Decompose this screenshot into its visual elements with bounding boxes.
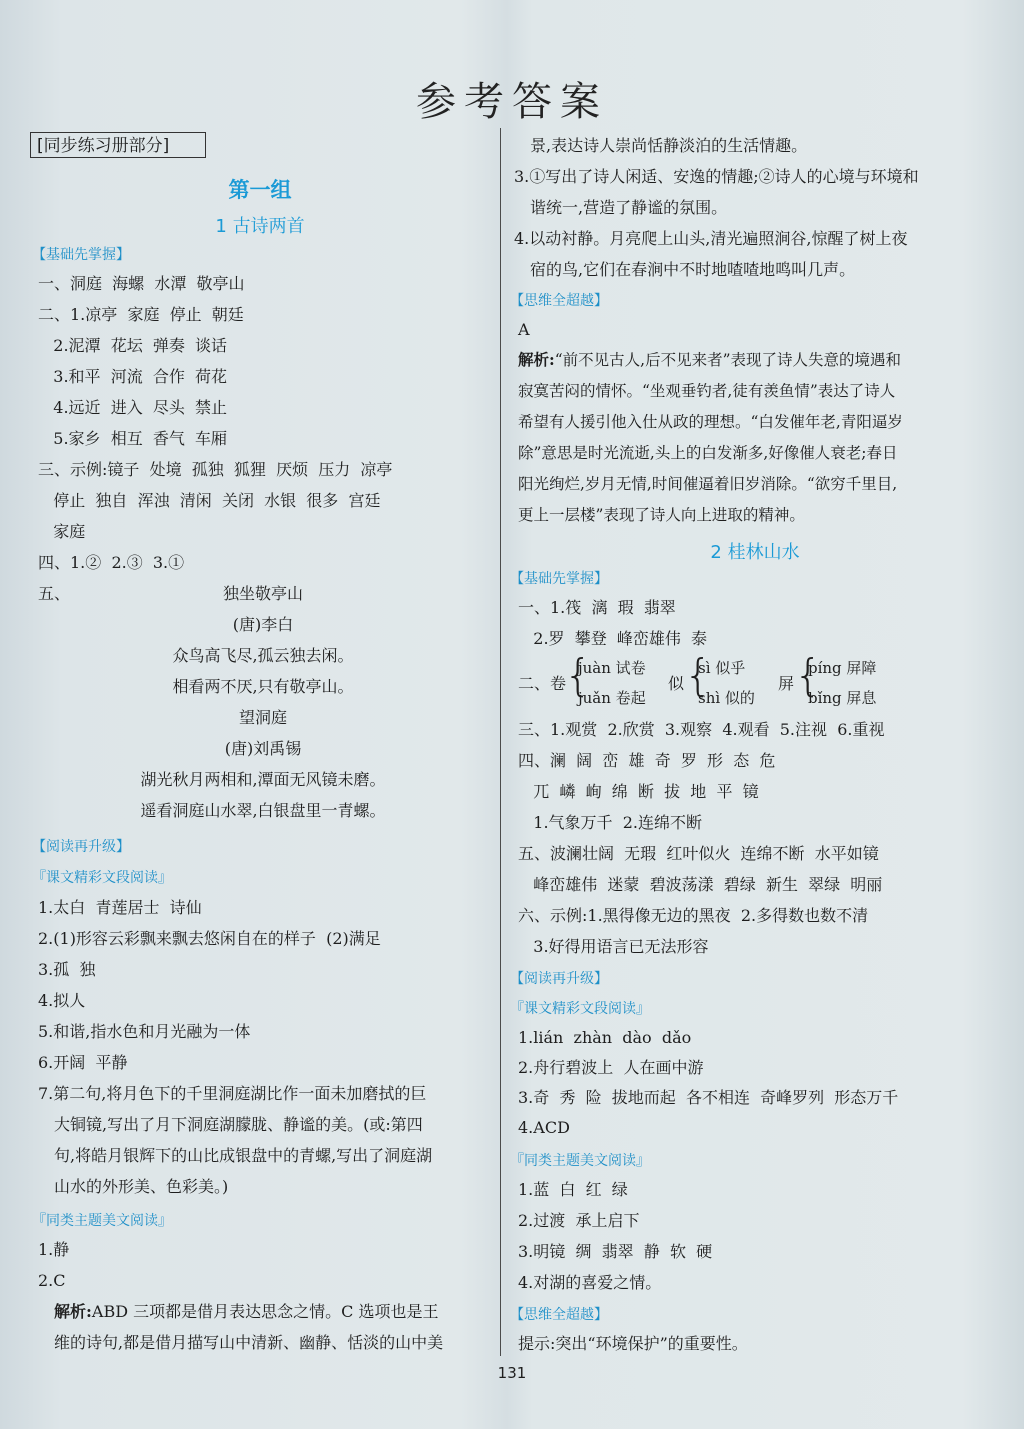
brace-icon: { <box>794 650 822 701</box>
tag-think: 【思维全超越】 <box>510 293 608 309</box>
answer-line: 二、卷 <box>518 674 567 693</box>
answer-line: 7.第二句,将月色下的千里洞庭湖比作一面未加磨拭的巨 <box>38 1084 427 1103</box>
poem-line: 湖光秋月两相和,潭面无风镜未磨。 <box>140 770 386 789</box>
answer-line: 三、1.观赏 2.欣赏 3.观察 4.观看 5.注视 6.重视 <box>518 720 885 739</box>
pinyin-word: bǐng 屏息 <box>808 689 877 707</box>
answer-line: 3.和平 河流 合作 荷花 <box>38 367 228 386</box>
answer-line: 2.罗 攀登 峰峦雄伟 泰 <box>518 629 708 648</box>
answer-line: 谐统一,营造了静谧的氛围。 <box>530 198 728 217</box>
answer-line: 3.奇 秀 险 拔地而起 各不相连 奇峰罗列 形态万千 <box>518 1088 899 1107</box>
tag-read-text: 『课文精彩文段阅读』 <box>32 870 172 886</box>
answer-line: 1.蓝 白 红 绿 <box>518 1180 628 1199</box>
poem-title: 望洞庭 <box>238 708 287 727</box>
poem-author: (唐)李白 <box>232 615 294 634</box>
answer-line: 5.和谐,指水色和月光融为一体 <box>38 1022 251 1041</box>
answer-line: 3.①写出了诗人闲适、安逸的情趣;②诗人的心境与环境和 <box>514 167 919 186</box>
tag-basic: 【基础先掌握】 <box>32 247 130 263</box>
answer-line: 山水的外形美、色彩美。) <box>54 1177 229 1196</box>
answer-line: 二、1.凉亭 家庭 停止 朝廷 <box>38 305 244 324</box>
section-label: [同步练习册部分] <box>30 132 206 158</box>
answer-line: 1.气象万千 2.连绵不断 <box>518 813 702 832</box>
analysis-line <box>54 1302 438 1322</box>
column-divider <box>500 128 501 1356</box>
analysis-line: 寂寞苦闷的情怀。“坐观垂钓者,徒有羡鱼情”表达了诗人 <box>518 382 896 400</box>
polyphonic-char: 似 <box>668 674 685 693</box>
answer-line: 一、1.筏 漓 瑕 翡翠 <box>518 598 676 617</box>
answer-line: 一、洞庭 海螺 水潭 敬亭山 <box>38 274 245 293</box>
answer-line: 兀 嶙 峋 绵 断 拔 地 平 镜 <box>518 782 759 801</box>
answer-line: 五、 <box>38 584 71 603</box>
tag-read: 【阅读再升级】 <box>32 839 130 855</box>
answer-line: 2.舟行碧波上 人在画中游 <box>518 1058 704 1077</box>
tag-think: 【思维全超越】 <box>510 1307 608 1323</box>
pinyin-word: píng 屏障 <box>808 659 877 677</box>
polyphonic-char: 屏 <box>778 674 795 693</box>
poem-line: 遥看洞庭山水翠,白银盘里一青螺。 <box>140 801 386 820</box>
answer-line: 3.好得用语言已无法形容 <box>518 937 709 956</box>
tag-read: 【阅读再升级】 <box>510 971 608 987</box>
answer-line: 宿的鸟,它们在春涧中不时地喳喳地鸣叫几声。 <box>530 260 856 279</box>
answer-line: A <box>518 320 530 339</box>
analysis-line: 阳光绚烂,岁月无情,时间催逼着旧岁消除。“欲穷千里目, <box>518 475 898 493</box>
analysis-line: 更上一层楼”表现了诗人向上进取的精神。 <box>518 506 805 524</box>
poem-line: 相看两不厌,只有敬亭山。 <box>172 677 354 696</box>
answer-line: 2.C <box>38 1271 66 1290</box>
analysis-line: 维的诗句,都是借月描写山中清新、幽静、恬淡的山中美 <box>54 1333 444 1352</box>
tag-read-text: 『课文精彩文段阅读』 <box>510 1001 650 1017</box>
answer-line: 5.家乡 相互 香气 车厢 <box>38 429 228 448</box>
analysis-text: ABD 三项都是借月表达思念之情。C 选项也是王 <box>91 1302 439 1321</box>
answer-line: 1.太白 青莲居士 诗仙 <box>38 898 202 917</box>
answer-line: 1.lián zhàn dào dǎo <box>518 1028 692 1047</box>
answer-line: 4.ACD <box>518 1118 570 1137</box>
answer-line: 4.以动衬静。月亮爬上山头,清光遍照涧谷,惊醒了树上夜 <box>514 229 908 248</box>
tag-similar-text: 『同类主题美文阅读』 <box>510 1153 650 1169</box>
answer-line: 2.(1)形容云彩飘来飘去悠闲自在的样子 (2)满足 <box>38 929 381 948</box>
answer-line: 2.过渡 承上启下 <box>518 1211 640 1230</box>
analysis-label: 解析: <box>518 350 555 369</box>
answer-line: 1.静 <box>38 1240 70 1259</box>
analysis-text: “前不见古人,后不见来者”表现了诗人失意的境遇和 <box>554 351 902 369</box>
analysis-line <box>518 350 901 370</box>
answer-line: 3.明镜 绸 翡翠 静 软 硬 <box>518 1242 713 1261</box>
group-heading: 第一组 <box>228 178 292 202</box>
answer-line: 三、示例:镜子 处境 孤独 狐狸 厌烦 压力 凉亭 <box>38 460 393 479</box>
answer-line: 五、波澜壮阔 无瑕 红叶似火 连绵不断 水平如镜 <box>518 844 879 863</box>
analysis-line: 希望有人援引他入仕从政的理想。“白发催年老,青阳逼岁 <box>518 413 903 431</box>
answer-line: 峰峦雄伟 迷蒙 碧波荡漾 碧绿 新生 翠绿 明丽 <box>518 875 883 894</box>
answer-line: 4.拟人 <box>38 991 86 1010</box>
poem-author: (唐)刘禹锡 <box>224 739 302 758</box>
answer-line: 停止 独自 浑浊 清闲 关闭 水银 很多 宫廷 <box>38 491 381 510</box>
answer-line: 家庭 <box>38 522 86 541</box>
lesson-heading: 2 桂林山水 <box>710 542 800 563</box>
answer-line: 大铜镜,写出了月下洞庭湖朦胧、静谧的美。(或:第四 <box>54 1115 423 1134</box>
answer-line: 四、1.② 2.③ 3.① <box>38 553 185 572</box>
pinyin-word: juàn 试卷 <box>578 659 646 677</box>
pinyin-word: shì 似的 <box>698 689 755 707</box>
pinyin-word: sì 似乎 <box>698 659 746 677</box>
answer-line: 句,将皓月银辉下的山比成银盘中的青螺,写出了洞庭湖 <box>54 1146 433 1165</box>
poem-title: 独坐敬亭山 <box>222 584 303 603</box>
tag-similar-text: 『同类主题美文阅读』 <box>32 1213 172 1229</box>
pinyin-word: juǎn 卷起 <box>578 689 646 707</box>
analysis-label: 解析: <box>54 1302 92 1321</box>
page-number: 131 <box>497 1364 527 1382</box>
lesson-heading: 1 古诗两首 <box>215 216 305 237</box>
brace-icon: { <box>684 650 712 701</box>
answer-line: 六、示例:1.黑得像无边的黑夜 2.多得数也数不清 <box>518 906 869 925</box>
answer-line: 提示:突出“环境保护”的重要性。 <box>518 1334 748 1353</box>
answer-line: 四、澜 阔 峦 雄 奇 罗 形 态 危 <box>518 751 776 770</box>
answer-line: 景,表达诗人崇尚恬静淡泊的生活情趣。 <box>530 136 808 155</box>
analysis-line: 除”意思是时光流逝,头上的白发渐多,好像催人衰老;春日 <box>518 444 898 462</box>
answer-line: 6.开阔 平静 <box>38 1053 128 1072</box>
answer-line: 4.对湖的喜爱之情。 <box>518 1273 662 1292</box>
answer-line: 4.远近 进入 尽头 禁止 <box>38 398 228 417</box>
poem-line: 众鸟高飞尽,孤云独去闲。 <box>172 646 354 665</box>
answer-line: 3.孤 独 <box>38 960 96 979</box>
answer-line: 2.泥潭 花坛 弹奏 谈话 <box>38 336 228 355</box>
brace-icon: { <box>564 650 592 701</box>
tag-basic: 【基础先掌握】 <box>510 571 608 587</box>
page-title: 参考答案 <box>416 79 608 125</box>
